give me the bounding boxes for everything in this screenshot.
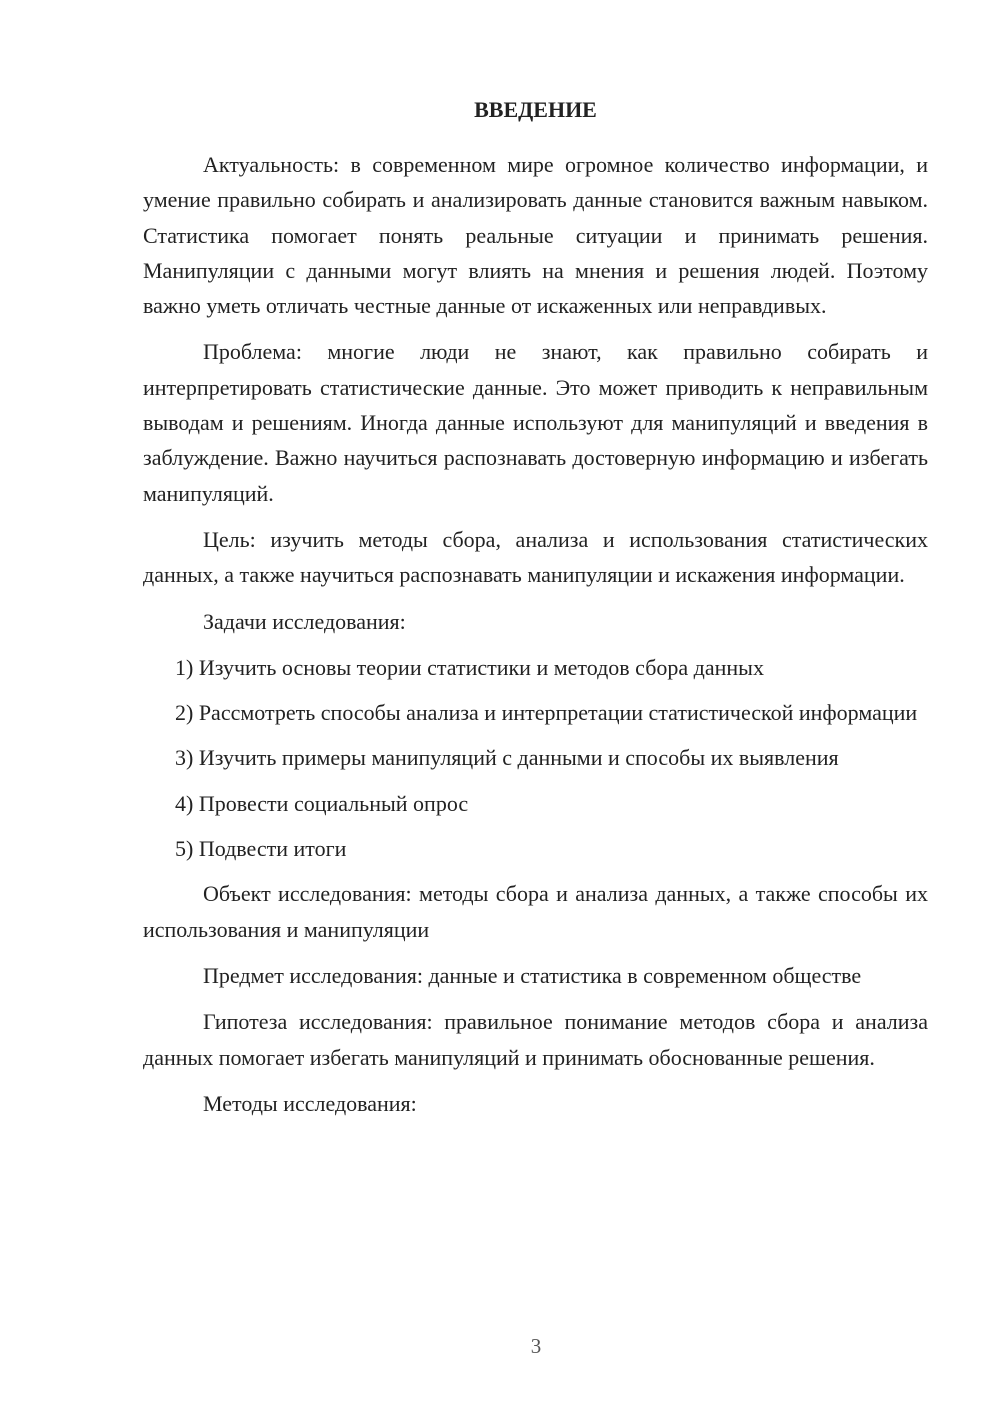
object-paragraph: Объект исследования: методы сбора и анализа данных, а также способы их использования и манипуляции <box>143 881 928 942</box>
subject-paragraph: Предмет исследования: данные и статистика в современном обществе <box>203 962 862 988</box>
page-title: ВВЕДЕНИЕ <box>474 97 597 122</box>
task-item-4: 4) Провести социальный опрос <box>175 790 469 816</box>
relevance-paragraph: Актуальность: в современном мире огромное количество информации, и умение правильно собирать и анализировать данные становится важным навыком. Статистика помогает понять реальные ситуации и принимать решения. Манипуляции с данными могут влиять на мнения и решения людей. Поэтому важно уметь отличать честные данные от искаженных или неправдивых. <box>143 152 928 319</box>
task-item-2: 2) Рассмотреть способы анализа и интерпретации статистической информации <box>175 700 918 726</box>
problem-paragraph: Проблема: многие люди не знают, как правильно собирать и интерпретировать статистические данные. Это может приводить к неправильным выводам и решениям. Иногда данные используют для манипуляций и введения в заблуждение. Важно научиться распознавать достоверную информацию и избегать манипуляций. <box>143 339 928 506</box>
task-item-1: 1) Изучить основы теории статистики и методов сбора данных <box>175 654 764 680</box>
methods-heading: Методы исследования: <box>203 1090 417 1116</box>
tasks-heading: Задачи исследования: <box>203 608 406 634</box>
task-item-3: 3) Изучить примеры манипуляций с данными и способы их выявления <box>175 745 839 771</box>
hypothesis-paragraph: Гипотеза исследования: правильное понимание методов сбора и анализа данных помогает избегать манипуляций и принимать обоснованные решения. <box>143 1009 928 1070</box>
page-number: 3 <box>530 1334 542 1358</box>
task-item-5: 5) Подвести итоги <box>175 836 347 862</box>
goal-paragraph: Цель: изучить методы сбора, анализа и использования статистических данных, а также научиться распознавать манипуляции и искажения информации. <box>143 526 928 588</box>
document-page <box>143 95 928 1132</box>
